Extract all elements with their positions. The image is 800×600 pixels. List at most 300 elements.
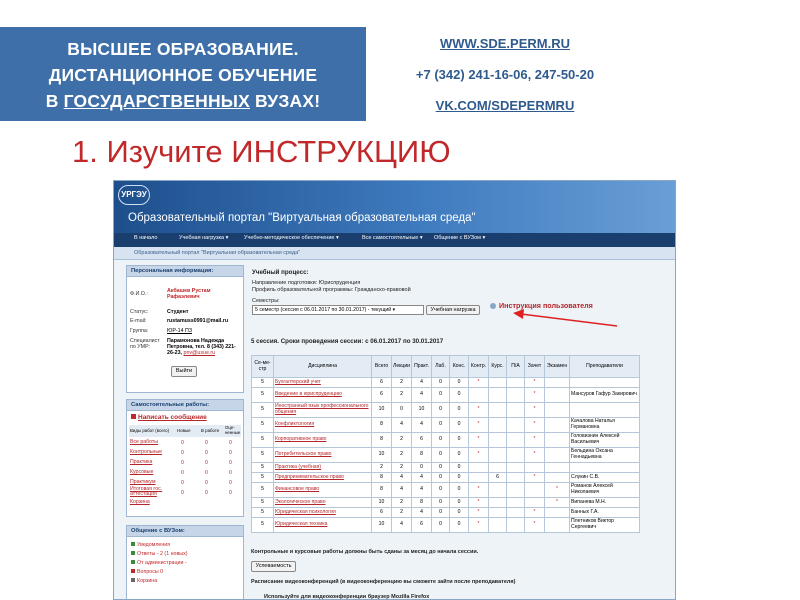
table-header-cell: Преподаватели (570, 356, 640, 378)
slogan-banner (0, 27, 366, 121)
discipline-link[interactable] (274, 433, 372, 448)
table-cell: 8 (412, 448, 432, 463)
col-in-progress: В работе (201, 428, 220, 433)
table-cell: 5 (252, 448, 274, 463)
discipline-link[interactable] (274, 418, 372, 433)
table-cell: 6 (372, 508, 392, 518)
teacher-cell: Мансуров Гафур Закирович (570, 388, 640, 403)
table-cell: * (525, 388, 545, 403)
specialist-email[interactable]: pnv@usue.ru (183, 350, 216, 356)
graded-count: 0 (229, 480, 232, 486)
table-cell (507, 418, 525, 433)
table-cell (489, 448, 507, 463)
col-new: Новые (177, 428, 191, 433)
table-cell: 10 (372, 448, 392, 463)
work-type-link[interactable]: Практика (130, 459, 153, 465)
communication-panel (126, 525, 244, 600)
table-cell: 2 (392, 508, 412, 518)
discipline-name[interactable]: Корпоративное право (275, 436, 327, 443)
pointer-arrow-icon (509, 307, 621, 329)
table-cell: 0 (450, 388, 469, 403)
table-cell: 6 (489, 473, 507, 483)
table-row (252, 388, 640, 403)
teacher-cell: Бельдина Оксана Геннадьевна (570, 448, 640, 463)
in-progress-count: 0 (205, 440, 208, 446)
table-cell: 4 (412, 473, 432, 483)
table-cell: 5 (252, 463, 274, 473)
table-cell (489, 388, 507, 403)
banner-line-3 (0, 88, 366, 114)
self-work-row[interactable] (129, 449, 241, 458)
table-cell: * (545, 498, 570, 508)
work-type-link[interactable]: Контрольные (130, 449, 163, 455)
discipline-name[interactable]: Практика (учебная) (275, 463, 322, 470)
in-progress-count: 0 (205, 490, 208, 496)
table-cell: 10 (412, 403, 432, 418)
table-cell: 5 (252, 498, 274, 508)
table-cell (489, 403, 507, 418)
discipline-name[interactable]: Предпринимательское право (275, 473, 344, 480)
table-cell: * (469, 518, 489, 533)
nav-communication[interactable]: Общение с ВУЗом ▾ (434, 235, 486, 241)
discipline-name[interactable]: Финансовое право (275, 486, 320, 493)
status-label: Статус: (130, 309, 149, 315)
table-cell: 5 (252, 403, 274, 418)
semesters-label: Семестры: (252, 298, 280, 304)
self-work-row[interactable] (129, 486, 241, 498)
specialist-value (167, 338, 239, 356)
write-message-row (131, 414, 207, 421)
contacts-block (380, 28, 630, 121)
col-graded: Оце-ненные (225, 425, 241, 435)
teacher-cell (570, 463, 640, 473)
deadline-note: Контрольные и курсовые работы должны быть сданы за месяц до начала сессии. (251, 549, 479, 555)
new-count: 0 (181, 480, 184, 486)
table-cell (525, 498, 545, 508)
table-cell: 0 (432, 448, 450, 463)
table-cell: * (469, 508, 489, 518)
table-cell: 0 (432, 388, 450, 403)
table-cell (489, 508, 507, 518)
table-header-cell: Лекции (392, 356, 412, 378)
table-cell: 0 (432, 418, 450, 433)
table-cell (545, 518, 570, 533)
table-cell: 4 (392, 418, 412, 433)
table-cell: 5 (252, 378, 274, 388)
table-cell (507, 498, 525, 508)
slide-title: 1. Изучите ИНСТРУКЦИЮ (72, 134, 451, 169)
nav-home[interactable]: В начало (134, 235, 158, 241)
table-header-row (252, 356, 640, 378)
table-cell: 5 (252, 388, 274, 403)
fio-label: Ф.И.О.: (130, 291, 148, 297)
table-cell (545, 388, 570, 403)
in-progress-count: 0 (205, 470, 208, 476)
table-row (252, 433, 640, 448)
discipline-link[interactable] (274, 508, 372, 518)
table-row (252, 403, 640, 418)
table-cell: 0 (450, 448, 469, 463)
table-header-cell: Зачет (525, 356, 545, 378)
table-cell: 0 (412, 463, 432, 473)
discipline-name[interactable]: Конфликтология (275, 421, 315, 428)
self-work-row[interactable] (129, 459, 241, 468)
discipline-link[interactable] (274, 448, 372, 463)
table-cell: 2 (392, 388, 412, 403)
table-cell: 2 (392, 498, 412, 508)
table-cell (545, 418, 570, 433)
teacher-cell (570, 378, 640, 388)
work-type-link[interactable]: Все работы (130, 439, 158, 445)
browser-hint: Используйте для видеоконференции браузер Mozilla Firefox (264, 594, 430, 600)
table-cell (489, 378, 507, 388)
specialist-name: Парамонова Надежда Петровна, тел. 8 (343) 221-26-23, (167, 338, 236, 356)
table-cell: 0 (450, 498, 469, 508)
nav-self-work[interactable]: Все самостоятельные ▾ (362, 235, 423, 241)
discipline-link[interactable] (274, 483, 372, 498)
direction-text: Направление подготовки: Юриспруденция (252, 280, 361, 286)
table-cell: 8 (372, 473, 392, 483)
table-cell (507, 378, 525, 388)
table-cell: 4 (412, 483, 432, 498)
semester-select[interactable]: 5 семестр (сессия с 06.01.2017 по 30.01.2017) - текущий ▾ (252, 305, 424, 315)
graded-count: 0 (229, 490, 232, 496)
discipline-link[interactable] (274, 473, 372, 483)
write-message-link[interactable]: Написать сообщение (138, 414, 207, 421)
table-cell: * (525, 473, 545, 483)
table-cell (507, 433, 525, 448)
table-cell (469, 388, 489, 403)
table-cell: 0 (450, 418, 469, 433)
table-cell: * (525, 433, 545, 448)
table-cell: 0 (450, 483, 469, 498)
nav-methodical[interactable]: Учебно-методическое обеспечение ▾ (244, 235, 339, 241)
table-cell (507, 508, 525, 518)
table-cell: 0 (432, 518, 450, 533)
discipline-name[interactable]: Экологическое право (275, 498, 326, 505)
table-cell (507, 403, 525, 418)
table-cell: * (469, 433, 489, 448)
table-cell: 0 (432, 378, 450, 388)
graded-count: 0 (229, 460, 232, 466)
questions-icon (131, 569, 135, 573)
user-instruction-link[interactable]: Инструкция пользователя (499, 301, 593, 310)
table-cell (545, 463, 570, 473)
table-cell: 0 (450, 378, 469, 388)
table-cell: 0 (450, 433, 469, 448)
table-cell: 4 (412, 378, 432, 388)
table-cell (507, 473, 525, 483)
teacher-cell: Банных Г.А. (570, 508, 640, 518)
table-cell: 6 (372, 388, 392, 403)
col-work-types: Виды работ (всего) (130, 428, 170, 433)
table-cell: 10 (372, 518, 392, 533)
table-cell (489, 433, 507, 448)
table-cell: * (525, 448, 545, 463)
teacher-cell: Випанева М.Н. (570, 498, 640, 508)
graded-count: 0 (229, 470, 232, 476)
table-row (252, 418, 640, 433)
email-label: E-mail: (130, 318, 147, 324)
table-row (252, 508, 640, 518)
comm-notifications[interactable]: Уведомления (131, 542, 170, 548)
table-cell: 5 (252, 508, 274, 518)
group-label: Группа: (130, 328, 149, 334)
self-work-table-header (129, 425, 241, 437)
comm-answers[interactable]: Ответы - 2 (1 новых) (131, 551, 188, 557)
discipline-name[interactable]: Бухгалтерский учет (275, 378, 321, 385)
self-work-panel (126, 399, 244, 517)
table-cell: 5 (252, 518, 274, 533)
vk-link[interactable]: VK.COM/SDEPERMRU (435, 98, 575, 113)
table-cell: * (525, 378, 545, 388)
table-cell: 0 (432, 508, 450, 518)
table-cell: 5 (252, 433, 274, 448)
table-cell: 2 (392, 378, 412, 388)
table-row (252, 448, 640, 463)
banner-line-1: ВЫСШЕЕ ОБРАЗОВАНИЕ. (67, 39, 299, 59)
work-type-link[interactable]: Корзина (130, 499, 150, 505)
table-cell: 0 (432, 483, 450, 498)
table-cell (545, 473, 570, 483)
table-cell: * (469, 483, 489, 498)
discipline-link[interactable] (274, 518, 372, 533)
teacher-cell: Головизнин Алексей Васильевич (570, 433, 640, 448)
work-type-link[interactable]: Практикум (130, 479, 156, 485)
table-header-cell: Курс. (489, 356, 507, 378)
table-cell: 6 (412, 518, 432, 533)
graded-count: 0 (229, 450, 232, 456)
table-cell: 8 (372, 483, 392, 498)
table-cell: 0 (450, 508, 469, 518)
table-cell (469, 473, 489, 483)
table-cell: 5 (252, 483, 274, 498)
table-cell: 0 (392, 403, 412, 418)
table-cell: 0 (450, 403, 469, 418)
table-cell: * (525, 508, 545, 518)
table-cell: 2 (392, 463, 412, 473)
table-header-cell: Се-ме-стр (252, 356, 274, 378)
table-cell: 6 (372, 378, 392, 388)
table-cell: * (469, 403, 489, 418)
table-cell: * (469, 498, 489, 508)
table-cell (507, 483, 525, 498)
video-schedule-text: Расписание видеоконференций (в видеоконференцию вы сможете зайти после преподавателя) (251, 579, 516, 585)
university-logo: УРГЭУ (118, 185, 150, 205)
table-cell (545, 508, 570, 518)
table-cell (525, 463, 545, 473)
table-cell (489, 483, 507, 498)
admin-icon (131, 560, 135, 564)
breadcrumb[interactable]: Образовательный портал "Виртуальная образовательная среда" (114, 247, 676, 260)
table-cell: 0 (432, 403, 450, 418)
table-cell (469, 463, 489, 473)
table-cell: 8 (412, 498, 432, 508)
logout-button[interactable]: Выйти (171, 366, 197, 377)
discipline-link[interactable] (274, 463, 372, 473)
website-link[interactable]: WWW.SDE.PERM.RU (440, 36, 570, 51)
comm-trash[interactable]: Корзина (131, 578, 157, 584)
table-row (252, 463, 640, 473)
table-cell (489, 518, 507, 533)
trash-icon (131, 578, 135, 582)
table-cell: 0 (432, 498, 450, 508)
table-row (252, 473, 640, 483)
discipline-link[interactable] (274, 498, 372, 508)
table-header-cell: Конс. (450, 356, 469, 378)
progress-button[interactable]: Успеваемость (251, 561, 296, 572)
session-title: 5 сессия. Сроки проведения сессии: с 06.01.2017 по 30.01.2017 (251, 338, 444, 345)
banner-suffix: ВУЗАХ! (250, 91, 321, 111)
personal-info-panel (126, 265, 244, 393)
new-count: 0 (181, 460, 184, 466)
table-cell (507, 518, 525, 533)
discipline-link[interactable] (274, 378, 372, 388)
table-header-cell: Практ. (412, 356, 432, 378)
table-header-cell: Контр. (469, 356, 489, 378)
table-body (252, 378, 640, 533)
self-work-row[interactable] (129, 439, 241, 448)
table-cell (507, 448, 525, 463)
portal-header (114, 181, 676, 233)
in-progress-count: 0 (205, 480, 208, 486)
table-row (252, 498, 640, 508)
table-row (252, 378, 640, 388)
new-count: 0 (181, 470, 184, 476)
instruction-icon (490, 303, 496, 309)
discipline-name[interactable]: Введение в юриспруденцию (275, 391, 342, 398)
discipline-link[interactable] (274, 388, 372, 403)
profile-text: Профиль образовательной программы: Гражданско-правовой (252, 287, 411, 293)
portal-nav (114, 233, 676, 247)
table-cell: * (525, 518, 545, 533)
teacher-cell (570, 403, 640, 418)
table-header-cell: Всего (372, 356, 392, 378)
answers-icon (131, 551, 135, 555)
table-cell (489, 418, 507, 433)
banner-line-2: ДИСТАНЦИОННОЕ ОБУЧЕНИЕ (48, 65, 318, 85)
discipline-name[interactable]: Потребительское право (275, 451, 332, 458)
work-type-link[interactable]: Итоговая гос. аттестация (130, 486, 163, 497)
curriculum-table (251, 355, 640, 533)
table-cell: 0 (432, 473, 450, 483)
message-icon (131, 414, 136, 419)
table-cell: 5 (252, 418, 274, 433)
table-cell: 0 (432, 433, 450, 448)
portal-title: Образовательный портал "Виртуальная образовательная среда" (128, 212, 476, 224)
self-work-row[interactable] (129, 499, 241, 508)
table-cell: 8 (372, 418, 392, 433)
specialist-label: Специалист по УМР: (130, 338, 160, 350)
table-cell: 4 (392, 518, 412, 533)
fio-value: Акбашев Рустам Рафаэлевич (167, 288, 211, 300)
table-header-cell: П/А (507, 356, 525, 378)
table-header-cell: Дисциплина (274, 356, 372, 378)
in-progress-count: 0 (205, 460, 208, 466)
email-value: rustamuss0991@mail.ru (167, 318, 229, 324)
status-value: Студент (167, 309, 189, 315)
work-type-link[interactable]: Курсовые (130, 469, 154, 475)
phone-numbers: +7 (342) 241-16-06, 247-50-20 (415, 67, 595, 82)
discipline-name[interactable]: Юридическая техника (275, 521, 328, 528)
table-cell: 0 (432, 463, 450, 473)
table-cell (545, 433, 570, 448)
discipline-name[interactable]: Юридическая психология (275, 508, 336, 515)
self-work-header: Самостоятельные работы: (127, 400, 243, 411)
table-cell: 4 (412, 508, 432, 518)
in-progress-count: 0 (205, 450, 208, 456)
table-cell: 2 (392, 433, 412, 448)
personal-info-header: Персональная информация: (127, 266, 243, 277)
graded-count: 0 (229, 440, 232, 446)
study-process-title: Учебный процесс: (252, 269, 309, 276)
table-row (252, 518, 640, 533)
table-cell: 5 (252, 473, 274, 483)
table-cell (489, 463, 507, 473)
table-cell: * (469, 448, 489, 463)
comm-admin[interactable]: От администрации - (131, 560, 187, 566)
table-cell (489, 498, 507, 508)
table-cell (507, 463, 525, 473)
study-load-button[interactable]: Учебная нагрузка (426, 305, 480, 315)
banner-prefix: В (45, 91, 64, 111)
table-cell: 0 (450, 473, 469, 483)
self-work-row[interactable] (129, 469, 241, 478)
table-cell: 4 (412, 418, 432, 433)
notification-icon (131, 542, 135, 546)
table-cell: * (545, 483, 570, 498)
table-cell: * (525, 418, 545, 433)
table-header-cell: Лаб. (432, 356, 450, 378)
table-cell: 0 (450, 463, 469, 473)
table-cell: 4 (392, 473, 412, 483)
table-cell (507, 388, 525, 403)
table-cell: * (469, 378, 489, 388)
banner-emphasis: ГОСУДАРСТВЕННЫХ (63, 91, 250, 111)
discipline-name[interactable]: Иностранный язык профессионального общения (275, 403, 369, 415)
table-cell (525, 483, 545, 498)
nav-study-load[interactable]: Учебная нагрузка ▾ (179, 235, 229, 241)
new-count: 0 (181, 440, 184, 446)
table-cell: * (525, 403, 545, 418)
teacher-cell: Романов Алексей Николаевич (570, 483, 640, 498)
table-cell: 10 (372, 403, 392, 418)
group-link[interactable]: ЮР-14 ПЗ (167, 328, 193, 334)
table-cell (545, 448, 570, 463)
teacher-cell: Слукин С.В. (570, 473, 640, 483)
table-cell: 4 (392, 483, 412, 498)
table-cell (545, 378, 570, 388)
table-cell: 10 (372, 498, 392, 508)
new-count: 0 (181, 450, 184, 456)
communication-header: Общение с ВУЗом: (127, 526, 243, 537)
table-cell: * (469, 418, 489, 433)
table-header-cell: Экзамен (545, 356, 570, 378)
table-row (252, 483, 640, 498)
discipline-link[interactable] (274, 403, 372, 418)
table-cell: 0 (450, 518, 469, 533)
table-cell (545, 403, 570, 418)
new-count: 0 (181, 490, 184, 496)
table-cell: 8 (372, 433, 392, 448)
teacher-cell: Плетников Виктор Сергеевич (570, 518, 640, 533)
portal-screenshot (113, 180, 676, 600)
teacher-cell: Качалова Наталья Германовна (570, 418, 640, 433)
table-cell: 2 (372, 463, 392, 473)
table-cell: 2 (392, 448, 412, 463)
table-cell: 4 (412, 388, 432, 403)
comm-questions[interactable]: Вопросы 0 (131, 569, 163, 575)
